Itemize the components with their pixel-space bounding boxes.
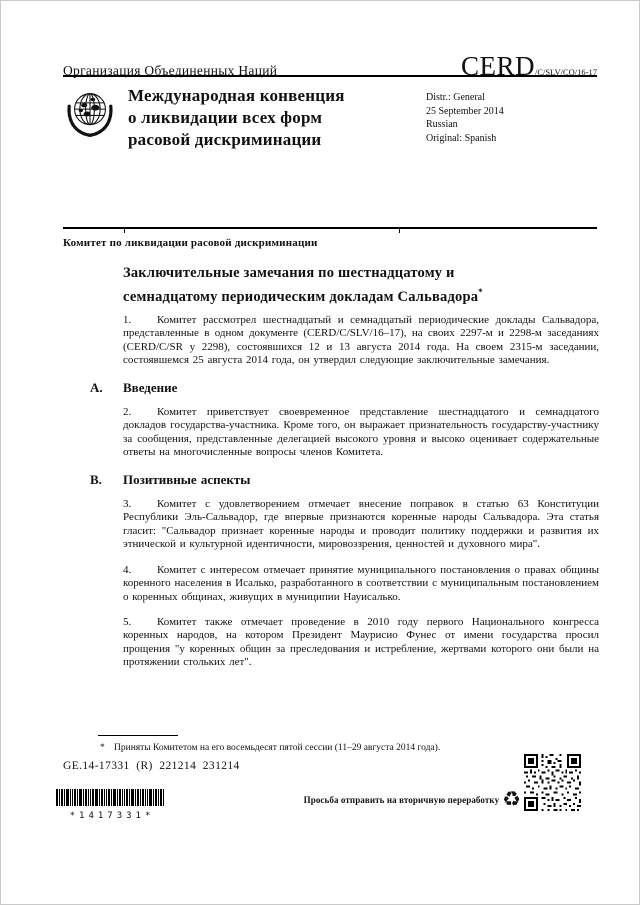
section-heading-b: [90, 473, 599, 486]
section-heading-a: [90, 381, 599, 394]
footnote-rule: [98, 735, 178, 736]
paragraph-text: Комитет также отмечает проведение в 2010 году первого Национального конгресса коренных народов, на котором Президент Маурисио Фунес от имени государства просил прощения "у коренных общин за преследования и истребление, жертвами которого они были на протяжении стольких лет".: [123, 615, 599, 669]
qr-code-image: [524, 754, 581, 811]
paragraph-text: Комитет приветствует своевременное представление шестнадцатого и семнадцатого докладов государства-участника. Кроме того, он выражает признательность государству-участнику за сообщения, представленные делегацией высокого уровня и высоко оценивает содержательные ответы на многочисленные вопросы членов Комитета.: [123, 406, 599, 459]
date-line: 25 September 2014: [426, 105, 504, 117]
paragraph-text: Комитет с интересом отмечает принятие муниципального постановления о правах общины коренного населения в Исалько, разработанного в соответствии с муниципальным постановлением о коренных общинах, живущих в муниципии Науисалько.: [123, 563, 599, 603]
paragraph-number: 4.: [123, 563, 132, 576]
distr-line: Distr.: General: [426, 92, 485, 103]
header-row: [63, 51, 597, 82]
convention-title-line1: Международная конвенция: [128, 86, 345, 105]
recycle-note: Просьба отправить на вторичную переработку: [303, 794, 500, 805]
paragraph-5: [123, 616, 599, 670]
paragraph-number: 5.: [123, 615, 132, 628]
paragraph-text: Комитет рассмотрел шестнадцатый и семнадцатый периодические доклады Сальвадора, представленные в одном документе (CERD/C/SLV/16–17), на своих 2297-м и 2298-м заседаниях (CERD/C/SR у 2298), состоявшихся 12 и 13 августа 2014 года. На своем 2315-м заседании, состоявшемся 25 августа 2014 года, он утвердил следующие заключительные замечания.: [123, 314, 599, 367]
document-title: [123, 264, 495, 307]
section-letter: A.: [90, 379, 103, 395]
document-symbol-series: CERD: [460, 51, 535, 81]
section-title: Позитивные аспекты: [123, 471, 251, 487]
footnote-text: Приняты Комитетом на его восемьдесят пятой сессии (11–29 августа 2014 года).: [114, 743, 441, 753]
recycle-icon: ♻: [502, 787, 521, 811]
un-emblem-icon: [61, 84, 119, 142]
paragraph-text: Комитет с удовлетворением отмечает внесение поправок в статью 63 Конституции Республики Эль-Сальвадор, где впервые признаются коренные народы Сальвадора. Эта статья гласит: "Сальвадор признает коренные народы и проводит политику поддержки и развития их этнической и культурной идентичности, мировоззрения, ценностей и духовного мира".: [123, 498, 599, 551]
recycle-row: [261, 789, 521, 810]
section-rule: [63, 227, 597, 229]
ge-document-number: GE.14-17331 (R) 221214 231214: [63, 760, 240, 772]
document-symbol-number: /C/SLV/CO/16-17: [534, 67, 597, 77]
title-footnote-marker: *: [478, 287, 483, 297]
convention-title-line3: расовой дискриминации: [128, 130, 322, 149]
language-line: Russian: [426, 119, 458, 130]
original-language-line: Original: Spanish: [426, 132, 497, 144]
section-title: Введение: [123, 379, 178, 395]
document-body: [90, 314, 599, 682]
footnote-marker: *: [100, 743, 105, 753]
convention-title-line2: о ликвидации всех форм: [128, 108, 323, 127]
paragraph-3: [123, 498, 599, 552]
paragraph-number: 2.: [123, 406, 132, 419]
header-rule: [63, 75, 597, 77]
paragraph-4: [123, 564, 599, 604]
paragraph-2: [123, 406, 599, 460]
rule-tick: [124, 229, 125, 233]
document-title-text: Заключительные замечания по шестнадцатому и семнадцатому периодическим докладам Сальвадора: [123, 265, 479, 305]
paragraph-number: 1.: [123, 314, 132, 326]
section-letter: B.: [90, 471, 102, 487]
convention-title: [128, 85, 408, 151]
paragraph-number: 3.: [123, 498, 132, 511]
distribution-block: [426, 91, 504, 145]
org-name: Организация Объединенных Наций: [63, 63, 278, 78]
committee-name: Комитет по ликвидации расовой дискриминации: [63, 237, 318, 249]
barcode-image: [56, 789, 168, 821]
document-symbol: [461, 51, 597, 82]
footnote: [98, 742, 598, 754]
rule-tick: [399, 229, 400, 233]
barcode-text: *1417331*: [69, 811, 155, 821]
paragraph-1: [123, 314, 599, 368]
